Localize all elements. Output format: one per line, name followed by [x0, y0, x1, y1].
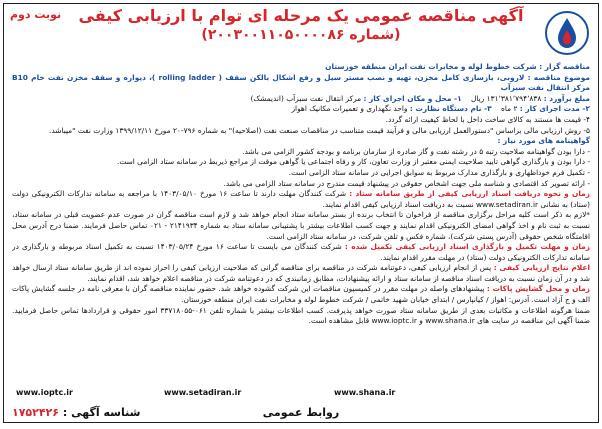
subject-text: لاروبی، بازسازی کامل مخزن، تهیه و نصب مستر سیل و رفع اشکال بالکن سقف ( rolling ladder )، دیواره و سقف مخزن نفت خام B10 مرکز انتقال نفت سبزآب [12, 72, 590, 93]
tender-notice [3, 3, 599, 423]
notice-title: آگهی مناقصه عمومی یک مرحله ای توام با ارزیابی کیفی [78, 6, 524, 25]
estimate-heading: مبلغ برآورد : [543, 93, 590, 103]
time-receive-docs [12, 189, 590, 210]
duration-text: ۲ ماه [501, 104, 520, 114]
supervisor-text: واحد نگهداری و تعمیرات مکانیک اهواز [291, 104, 410, 114]
time-upload-text: شرکت کنندگان می بایست تا ساعت ۱۶ مورخ ۱۴۰۳/۰۵/۲۴ نسبت به تکمیل اسناد مربوطه و بارگذاری در سامانه تدارکات الکترونیکی دولت (ستاد) در مهلت مقرر اقدام نمایند. [12, 242, 590, 262]
registration-note: *لازم به ذکر است کلیه مراحل برگزاری مناقصه از فراخوان تا انتخاب برنده از بستر سامانه ستاد انجام خواهد شد و لازم است مناقصه گران در صورت عدم عضویت قبلی در سامانه ستاد، نسبت به ثبت نام و اخذ گواهی امضای الکترونیکی اقدام نمایند و جهت کسب اطلاعات بیشتر با پشتیبانی سامانه ستاد به شماره ۲۱۴۱۹۳۴ - ۰۲۱ تماس حاصل فرمایند. ضمنا درج آدرس محل اقامتگاه شخص حقوقی (آدرس پستی شرکت)، شماره فکس و تلفن شرکت، در سامانه ستاد الزامی است. [12, 210, 590, 241]
subject-heading: موضوع مناقصه : [527, 72, 590, 82]
setadiran-link[interactable]: www.setadiran.ir [164, 388, 242, 397]
line-financial-method: ۵- روش ارزیابی مالی براساس "دستورالعمل ارزیابی مالی و فرآیند قیمت متناسب در مناقصات صنعت نفت (اصلاحیه)" به شماره ۷۹۶-۲۰ مورخ ۱۳۹۹/۱۲/۱۱ وزارت نفت "میباشد. [49, 125, 590, 135]
docs-heading: گواهینامه های مورد نیاز : [497, 136, 590, 146]
time-upload-docs [12, 242, 590, 263]
doc-item: - دارا بودن گواهینامه صلاحیت رتبه ۵ در رشته نفت و گاز صادره از سازمان برنامه و بودجه کشور الزامی می باشد. [242, 146, 590, 156]
results-text: پس از انجام ارزیابی کیفی، دعوتنامه شرکت در مناقصه برای مناقصه گرانی که صلاحیت ارزیابی کیفی را احراز نموده اند از طریق سامانه ستاد ارسال خواهد شد و در آن زمان نسبت به دریافت اسناد مناقصه از سامانه ستاد و ارائه پیشنهادات، مطابق زمانبندی که در دعوتنامه شرکت در مناقصه اعلام خواهد شد، اقدام نمایند. [12, 263, 590, 283]
notice-footer [4, 386, 598, 422]
results-heading: اعلام نتایج ارزیابی کیفی : [493, 263, 590, 273]
url-row [4, 388, 598, 400]
location-text: مرکز انتقال نفت سبزآب (اندیمشک) [250, 93, 364, 103]
supervisor-heading: ۳- نام دستگاه نظارت : [409, 104, 492, 114]
ad-identifier [12, 406, 140, 419]
time-receive-text: شرکت کنندگان مهلت دارند تا ساعت ۱۶ مورخ ۱۴۰۳/۰۵/۱۰ با مراجعه به سامانه تدارکات الکترونیکی دولت (ستاد) به نشانی www.setadiran.ir نسبت به دریافت اسناد ارزیابی کیفی اقدام نمایند. [12, 189, 590, 209]
round-badge: نوبت دوم [10, 8, 62, 21]
oil-company-logo-icon [544, 10, 590, 56]
duration-heading: ۲- مدت اجرای کار : [519, 104, 590, 114]
contact-note: ضمنا هرگونه اطلاعات و مکاتبات بعدی از طریق سامانه ستاد صورت خواهد پذیرفت. کسب اطلاعات بیشتر با شماره تلفن ۰۶۱-۳۳۷۱۸۰۵۵ امور حقوقی و قراردادها تماس حاصل فرمایید. ضمنا آگهی این مناقصه در سایت های www.shana.ir و www.ioptc.ir قابل مشاهده است. [12, 305, 590, 326]
doc-item: - ارائه تصویر کد اقتصادی و شناسه ملی جهت اشخاص حقوقی در پیشنهاد قیمت مندرج در سامانه ستاد الزامی می باشد. [223, 178, 590, 188]
ioptc-link[interactable]: www.ioptc.ir [16, 388, 73, 397]
opening-text: پیشنهادهای واصله در مهلت مقرر در کمیسیون مناقصات این شرکت گشوده خواهد شد. حضور نماینده مناقصه گران با معرفی نامه در جلسه گشایش پاکات الف و ج آزاد است. آدرس: اهواز / کیانپارس / ابتدای خیابان شهید خاتمی / شرکت خطوط لوله و مخابرات نفت ایران منطقه خوزستان. [12, 284, 590, 305]
tenderer-heading: مناقصه گزار : [539, 62, 590, 71]
ad-id-number: ۱۷۵۲۴۲۶ [12, 406, 59, 419]
doc-item: - دارا بودن و بارگذاری گواهی تایید صلاحیت ایمنی معتبر از وزارت تعاون، کار و رفاه اجتماعی یا گواهی موقت از مراجع ذیربط در سامانه ستاد الزامی است. [116, 157, 590, 167]
notice-body [12, 62, 590, 384]
time-upload-heading: زمان و مهلت تکمیل و بارگذاری اسناد ارزیابی کیفی تکمیل شده : [344, 242, 590, 252]
notice-title-block [64, 6, 538, 44]
doc-item: - تکمیل فرم خوداظهاری و بارگذاری مدارک مربوط به سوابق اجرایی در سامانه ستاد الزامی است. [288, 167, 590, 177]
line-prices: ۴- قیمت ها مستند به کالای ساخت داخل با لحاظ کیفیت ارائه گردد. [385, 114, 590, 124]
estimate-text: ۱۳۱٬۳۸۱٬۷۹۴٬۸۳۸ ریال [471, 93, 544, 103]
public-relations-signature: روابط عمومی [262, 406, 340, 419]
ad-id-label: شناسه آگهی : [62, 406, 141, 419]
shana-link[interactable]: www.shana.ir [334, 388, 396, 397]
line-estimate [12, 94, 590, 105]
time-receive-heading: زمان و نحوه دریافت اسناد ارزیابی کیفی از طریق سامانه ستاد : [349, 189, 590, 199]
line-tenderer [12, 62, 590, 73]
tenderer-text: شرکت خطوط لوله و مخابرات نفت ایران منطقه خوزستان [325, 62, 540, 71]
line-duration [12, 104, 590, 115]
opening-envelopes [12, 284, 590, 305]
notice-code: (شماره ۲۰۰۳۰۰۱۱۰۵۰۰۰۰۸۶) [201, 27, 401, 43]
line-subject [12, 73, 590, 94]
location-heading: ۱- محل و مکان اجرای کار : [363, 93, 462, 103]
qualification-results [12, 263, 590, 284]
opening-heading: زمان و محل گشایش پاکات : [486, 284, 590, 294]
